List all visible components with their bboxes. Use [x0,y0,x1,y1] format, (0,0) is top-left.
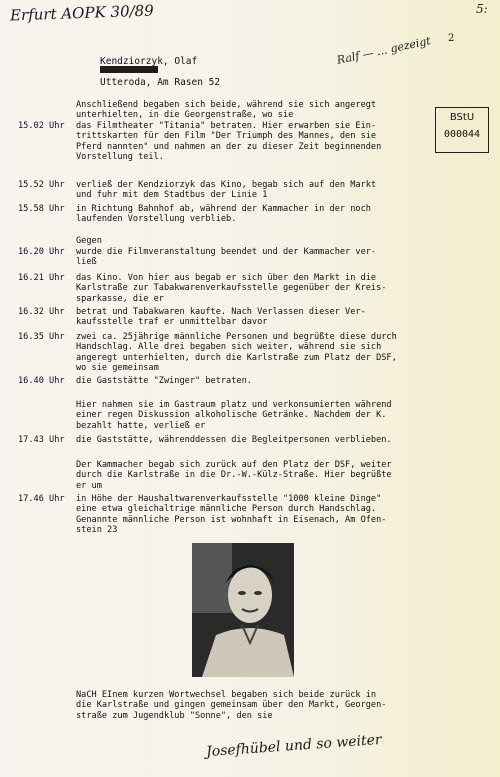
entry-text: zwei ca. 25jährige männliche Personen und begrüßte diese durch Handschlag. Alle drei begaben sich weiter, während sie sich angeregt unterhielten, durch die Karlstraße zum Platz der DSF, wo sie gemeinsam [76,332,397,373]
entry-text: die Gaststätte, währenddessen die Begleitpersonen verblieben. [76,435,392,445]
photo-eye [254,591,262,595]
closing-text: NaCH EInem kurzen Wortwechsel begaben sich beide zurück in die Karlstraße und gingen gemeinsam über den Markt, Georgen- straße zum Jugendklub "Sonne", den sie [76,690,387,721]
entry-time: 16.40 Uhr [18,376,65,386]
photo-eye [238,591,246,595]
entry-time: 17.46 Uhr [18,494,65,504]
entry-time: 16.35 Uhr [18,332,65,342]
entry-text: die Gaststätte "Zwinger" betraten. [76,376,252,386]
entry-time: 16.32 Uhr [18,307,65,317]
subject-name: Kendziorzyk, Olaf [100,56,198,67]
entry-text: Hier nahmen sie im Gastraum platz und verkonsumierten während einer regen Diskussion alkoholische Getränke. Nachdem der K. bezahlt hatte, verließ er [76,400,392,431]
entry-text: in Höhe der Haushaltwarenverkaufsstelle "1000 kleine Dinge" eine etwa gleichaltrige männliche Person durch Handschlag. Genannte männliche Person ist wohnhaft in Eisenach, Am Ofen- stein 23 [76,494,387,535]
entry-text: wurde die Filmveranstaltung beendet und der Kammacher ver- ließ [76,247,377,268]
photo-drawing [192,543,294,677]
entry-text: das Filmtheater "Titania" betraten. Hier erwarben sie Ein- trittskarten für den Film "Der Triumph des Mannes, den sie Pferd nannten" und nahmen an der zu dieser Zeit beginnenden Vorstellung teil. [76,121,382,162]
entry-time: 16.20 Uhr [18,247,65,257]
entry-time: 15.52 Uhr [18,180,65,190]
entry-text: verließ der Kendziorzyk das Kino, begab sich auf den Markt und fuhr mit dem Stadtbus der Linie 1 [76,180,377,201]
bstu-number: 000044 [443,129,481,140]
entry-text: in Richtung Bahnhof ab, während der Kammacher in der noch laufenden Vorstellung verblieb. [76,204,371,225]
entry-time: 16.21 Uhr [18,273,65,283]
corner-mark: 5: [476,2,488,16]
subject-address: Utteroda, Am Rasen 52 [100,77,221,88]
entry-text: betrat und Tabakwaren kaufte. Nach Verlassen dieser Ver- kaufsstelle traf er unmittelbar davor [76,307,366,328]
entry-text: Anschließend begaben sich beide, während sie sich angeregt unterhielten, in die Georgenstraße, wo sie [76,100,377,121]
archive-reference: Erfurt AOPK 30/89 [9,1,155,25]
handwritten-annotation: Ralf — ... gezeigt [335,34,432,67]
page-number: 2 [448,33,455,44]
entry-time: 15.58 Uhr [18,204,65,214]
handwritten-footer: Josefhübel und so weiter [205,731,383,761]
entry-text: Der Kammacher begab sich zurück auf den Platz der DSF, weiter durch die Karlstraße in die Dr.-W.-Külz-Straße. Hier begrüßte er um [76,460,392,491]
entry-text: Gegen [76,236,102,246]
photo-face [228,567,272,623]
entry-time: 17.43 Uhr [18,435,65,445]
bstu-stamp [435,107,489,153]
bstu-label: BStU [449,112,475,123]
entry-time: 15.02 Uhr [18,121,65,131]
entry-text: das Kino. Von hier aus begab er sich über den Markt in die Karlstraße zur Tabakwarenverkaufsstelle gegenüber der Kreis- sparkasse, die er [76,273,387,304]
surveillance-photo [192,543,294,677]
photo-light-area [192,543,232,613]
